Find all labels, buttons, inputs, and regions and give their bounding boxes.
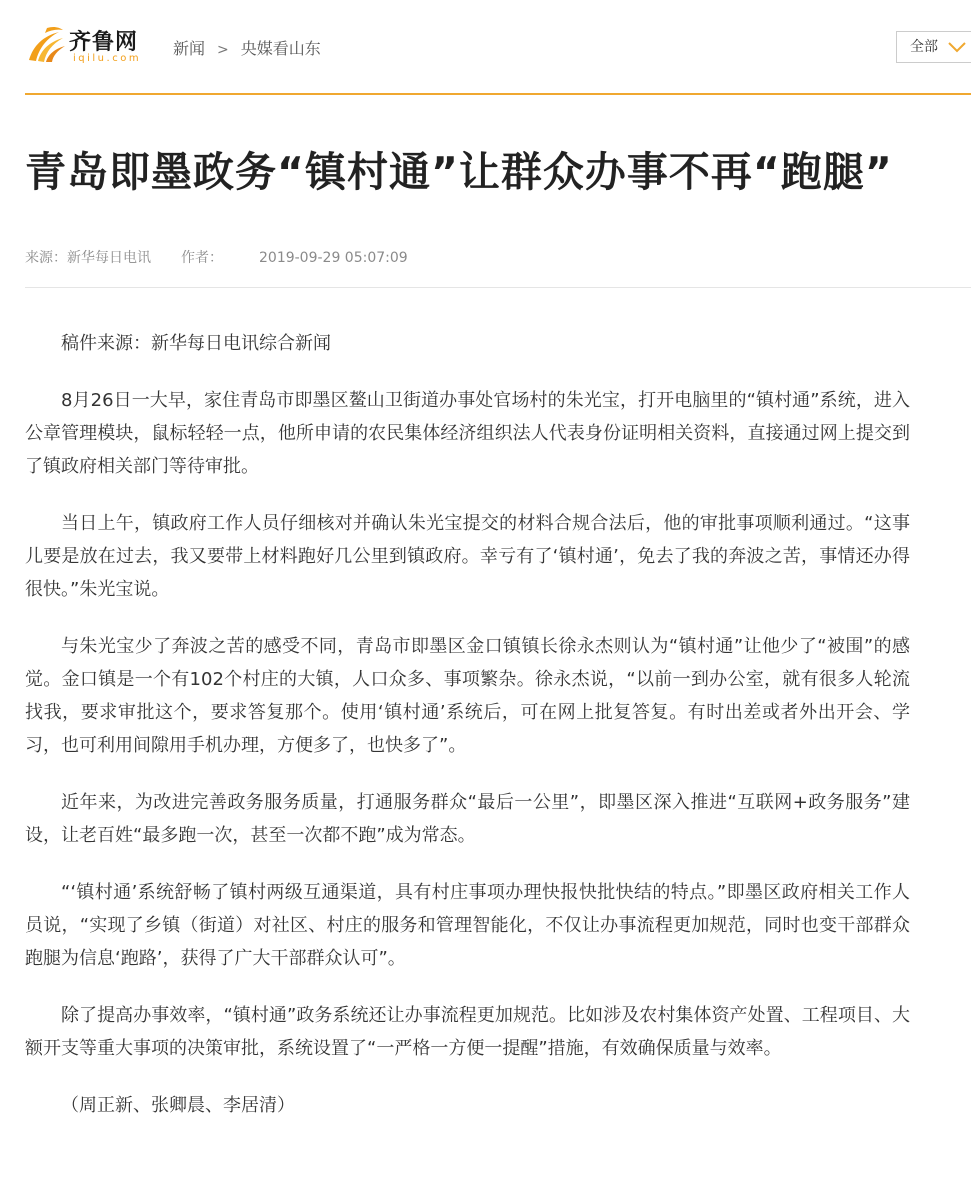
breadcrumb-item-central-media[interactable]: 央媒看山东 bbox=[240, 39, 321, 58]
all-menu-label: 全部 bbox=[910, 39, 938, 55]
article-timestamp: 2019-09-29 05:07:09 bbox=[259, 250, 408, 266]
site-logo-domain: iqilu.com bbox=[73, 53, 142, 64]
article-paragraph: 稿件来源：新华每日电讯综合新闻 bbox=[61, 333, 331, 354]
article-body bbox=[25, 327, 910, 1146]
all-menu-button[interactable] bbox=[896, 31, 971, 63]
article-paragraph: 当日上午，镇政府工作人员仔细核对并确认朱光宝提交的材料合规合法后，他的审批事项顺利通过。“这事儿要是放在过去，我又要带上材料跑好几公里到镇政府。幸亏有了‘镇村通’，免去了我的奔波之苦，事情还办得很快。”朱光宝说。 bbox=[25, 513, 910, 600]
article-paragraph: 除了提高办事效率，“镇村通”政务系统还让办事流程更加规范。比如涉及农村集体资产处置、工程项目、大额开支等重大事项的决策审批，系统设置了“一严格一方便一提醒”措施，有效确保质量与效率。 bbox=[25, 1005, 910, 1059]
article-author-label: 作者： bbox=[181, 250, 223, 266]
article-byline: （周正新、张卿晨、李居清） bbox=[61, 1095, 295, 1116]
article-paragraph: “‘镇村通’系统舒畅了镇村两级互通渠道，具有村庄事项办理快报快批快结的特点。”即墨区政府相关工作人员说，“实现了乡镇（街道）对社区、村庄的服务和管理智能化，不仅让办事流程更加规范，同时也变干部群众跑腿为信息‘跑路’，获得了广大干部群众认可”。 bbox=[25, 882, 910, 969]
header-divider bbox=[25, 93, 971, 95]
chevron-down-icon bbox=[947, 38, 967, 56]
site-header bbox=[25, 22, 971, 72]
meta-divider bbox=[25, 287, 971, 288]
site-logo[interactable] bbox=[25, 22, 155, 70]
breadcrumb-separator: > bbox=[217, 42, 229, 58]
breadcrumb-item-news[interactable]: 新闻 bbox=[173, 39, 206, 58]
article-paragraph: 与朱光宝少了奔波之苦的感受不同，青岛市即墨区金口镇镇长徐永杰则认为“镇村通”让他少了“被围”的感觉。金口镇是一个有102个村庄的大镇，人口众多、事项繁杂。徐永杰说，“以前一到办公室，就有很多人轮流找我，要求审批这个，要求答复那个。使用‘镇村通’系统后，可在网上批复答复。有时出差或者外出开会、学习，也可利用间隙用手机办理，方便多了，也快多了”。 bbox=[25, 636, 910, 756]
site-logo-name: 齐鲁网 bbox=[69, 30, 139, 55]
article-title: 青岛即墨政务“镇村通”让群众办事不再“跑腿” bbox=[25, 148, 893, 196]
breadcrumb bbox=[173, 36, 321, 59]
article-paragraph: 近年来，为改进完善政务服务质量，打通服务群众“最后一公里”，即墨区深入推进“互联网+政务服务”建设，让老百姓“最多跑一次，甚至一次都不跑”成为常态。 bbox=[25, 792, 910, 846]
qilu-flame-logo-icon bbox=[25, 24, 67, 64]
article-meta bbox=[25, 247, 408, 267]
article-paragraph: 8月26日一大早，家住青岛市即墨区鳌山卫街道办事处官场村的朱光宝，打开电脑里的“镇村通”系统，进入公章管理模块，鼠标轻轻一点，他所申请的农民集体经济组织法人代表身份证明相关资料，直接通过网上提交到了镇政府相关部门等待审批。 bbox=[25, 390, 910, 477]
article-source: 来源：新华每日电讯 bbox=[25, 250, 151, 266]
